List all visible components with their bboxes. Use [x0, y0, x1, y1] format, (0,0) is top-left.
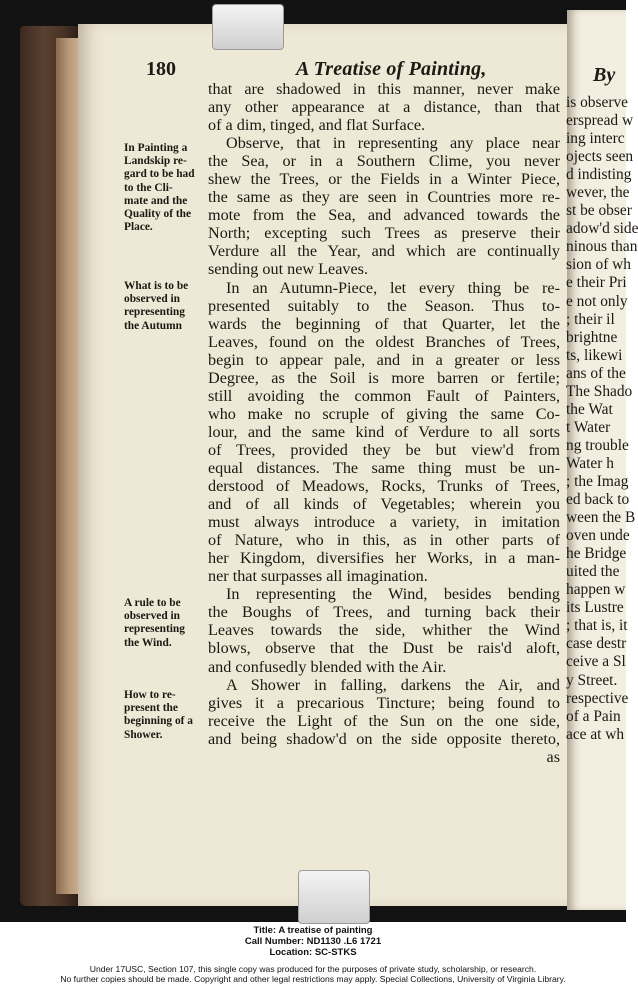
body-line: that are shadowed in this manner, never make [208, 80, 560, 98]
right-page-line: respective [566, 689, 629, 707]
margin-note-landskip [124, 142, 212, 234]
body-line: wards the beginning of that Quarter, let the [208, 314, 560, 333]
right-page-line: st be obser [566, 202, 632, 220]
body-line: and being shadow'd on the side opposite thereto, [208, 729, 560, 748]
right-page-line: he Bridge [566, 545, 627, 563]
right-page-line: uited the [566, 563, 620, 581]
body-line: as [546, 747, 560, 766]
right-page-running-head: By [593, 64, 616, 86]
margin-note-line: Shower. [124, 728, 163, 741]
margin-note-line: present the [124, 702, 178, 715]
book-clip-top [212, 4, 284, 50]
body-line: mote from the Sea, and advanced towards the [208, 206, 560, 225]
right-page-line: the Wat [566, 400, 613, 418]
body-line: A Shower in falling, darkens the Air, and [226, 675, 560, 694]
right-page-line: e not only [566, 292, 628, 310]
right-page-text [566, 94, 638, 744]
caption-title: Title: A treatise of painting [253, 925, 373, 936]
right-page-line: oven unde [566, 527, 630, 545]
body-line: In an Autumn-Piece, let every thing be re- [226, 278, 560, 297]
body-line: Leaves towards the side, whither the Wind [208, 621, 560, 640]
body-line: gives it a precarious Tincture; being found to [208, 693, 560, 712]
right-page-line: ts, likewi [566, 346, 623, 364]
margin-note-line: mate and the [124, 194, 188, 207]
margin-note-line: observed in [124, 610, 181, 623]
right-page-line: ; that is, it [566, 617, 628, 635]
right-page-line: is observe [566, 94, 628, 111]
body-line: must always introduce a variety, in imitation [208, 513, 560, 532]
right-page-line: ng trouble [566, 436, 629, 454]
body-line: who make no scruple of giving the same Co- [208, 404, 560, 423]
margin-note-line: A rule to be [124, 597, 181, 609]
margin-note-line: In Painting a [124, 142, 188, 154]
right-page-line: t Water [566, 418, 611, 436]
right-page-line: its Lustre [566, 599, 624, 617]
body-line: North; excepting such Trees as preserve their [208, 224, 560, 243]
body-line: Observe, that in representing any place near [226, 134, 560, 153]
margin-note-line: Quality of the [124, 208, 192, 221]
body-line: Verdure all the Year, and which are continually [208, 242, 560, 261]
right-page-line: of a Pain [566, 707, 621, 725]
body-line: the Boughs of Trees, and turning back their [208, 603, 560, 622]
body-line: her Kingdom, diversifies her Works, in a man- [208, 549, 560, 568]
body-line: blows, observe that the Dust be rais'd aloft, [208, 639, 560, 658]
margin-note-line: representing [124, 306, 185, 319]
right-page-line: e their Pri [566, 274, 627, 292]
margin-note-line: the Wind. [124, 636, 172, 649]
body-line: any other appearance at a distance, than that [208, 98, 560, 117]
caption-call-number: Call Number: ND1130 .L6 1721 [244, 936, 382, 947]
body-line: lour, and the same kind of Verdure to all sorts [208, 422, 560, 441]
body-line: sending out new Leaves. [208, 260, 369, 279]
running-head: A Treatise of Painting, [296, 58, 487, 80]
right-page-line: ; their il [566, 310, 615, 328]
margin-note-line: gard to be had [124, 168, 195, 181]
body-line: In representing the Wind, besides bending [226, 585, 560, 604]
right-page-line: ; the Imag [566, 472, 629, 490]
margin-note-wind [124, 597, 212, 650]
library-caption [0, 925, 626, 984]
right-page-line: ans of the [566, 364, 626, 382]
margin-note-line: observed in [124, 293, 181, 306]
right-page-line: The Shado [566, 382, 633, 400]
body-line: Degree, as the Soil is more barren or fertile; [208, 368, 560, 387]
body-line: still avoiding the common Fault of Painters, [208, 386, 560, 405]
right-page-line: y Street. [566, 671, 618, 689]
right-page-line: Water h [566, 454, 614, 472]
right-page-line: ween the B [566, 509, 636, 527]
right-page-line: ed back to [566, 491, 630, 509]
body-line: Leaves, found on the oldest Branches of Trees, [208, 332, 560, 351]
right-page-line: ninous than [566, 238, 638, 256]
right-page-line: adow'd side [566, 220, 638, 238]
body-line: of Trees, provided they be but view'd from [208, 440, 560, 459]
body-line: of Nature, who in this, as in other parts of [208, 531, 560, 550]
margin-note-line: to the Cli- [124, 181, 173, 194]
body-text [208, 80, 560, 766]
right-page-line: erspread w [566, 112, 634, 130]
margin-note-autumn [124, 280, 212, 333]
margin-note-line: beginning of a [124, 715, 193, 728]
body-line: and confusedly blended with the Air. [208, 657, 447, 676]
margin-note-line: How to re- [124, 689, 176, 701]
body-line: begin to appear pale, and in a greater or less [208, 350, 560, 369]
right-page-line: ceive a Sl [566, 653, 626, 671]
margin-note-line: Landskip re- [124, 155, 187, 168]
body-line: shew the Trees, or the Fields in a Winter Piece, [208, 170, 560, 189]
right-page-line: ojects seen [566, 148, 634, 166]
body-line: ner that surpasses all imagination. [208, 567, 428, 586]
right-page-line: happen w [566, 581, 626, 599]
body-line: receive the Light of the Sun on the one side, [208, 711, 560, 730]
body-line: equal distances. The same thing must be un- [208, 458, 560, 477]
caption-notice-2: No further copies should be made. Copyright and other legal restrictions may apply. Special Collections, University of Virginia Library. [60, 974, 566, 984]
body-line: presented suitably to the Season. Thus to- [208, 296, 560, 315]
body-line: the same as they are seen in Countries more re- [208, 188, 560, 207]
body-line: the Sea, or in a Southern Clime, you never [208, 152, 560, 171]
body-line: and of all kinds of Vegetables; wherein you [208, 495, 560, 514]
right-page-line: d indisting [566, 166, 632, 184]
body-line: of a dim, tinged, and flat Surface. [208, 116, 426, 135]
right-page-line: ing interc [566, 130, 625, 148]
right-page-line: sion of wh [566, 256, 631, 274]
caption-notice-1: Under 17USC, Section 107, this single copy was produced for the purposes of private study, scholarship, or research. [89, 964, 537, 974]
right-page-line: case destr [566, 635, 627, 653]
caption-location: Location: SC-STKS [269, 947, 357, 958]
right-page-line: brightne [566, 328, 618, 346]
margin-note-line: representing [124, 623, 185, 636]
right-page-line: wever, the [566, 184, 630, 202]
body-line: derstood of Meadows, Rocks, Trunks of Trees, [208, 477, 560, 496]
margin-note-line: What is to be [124, 280, 189, 292]
margin-note-line: Place. [124, 221, 153, 234]
book-clip-bottom [298, 870, 370, 924]
margin-note-shower [124, 689, 212, 742]
right-page-line: ace at wh [566, 725, 625, 743]
page-number: 180 [146, 58, 176, 80]
margin-note-line: the Autumn [124, 319, 182, 332]
